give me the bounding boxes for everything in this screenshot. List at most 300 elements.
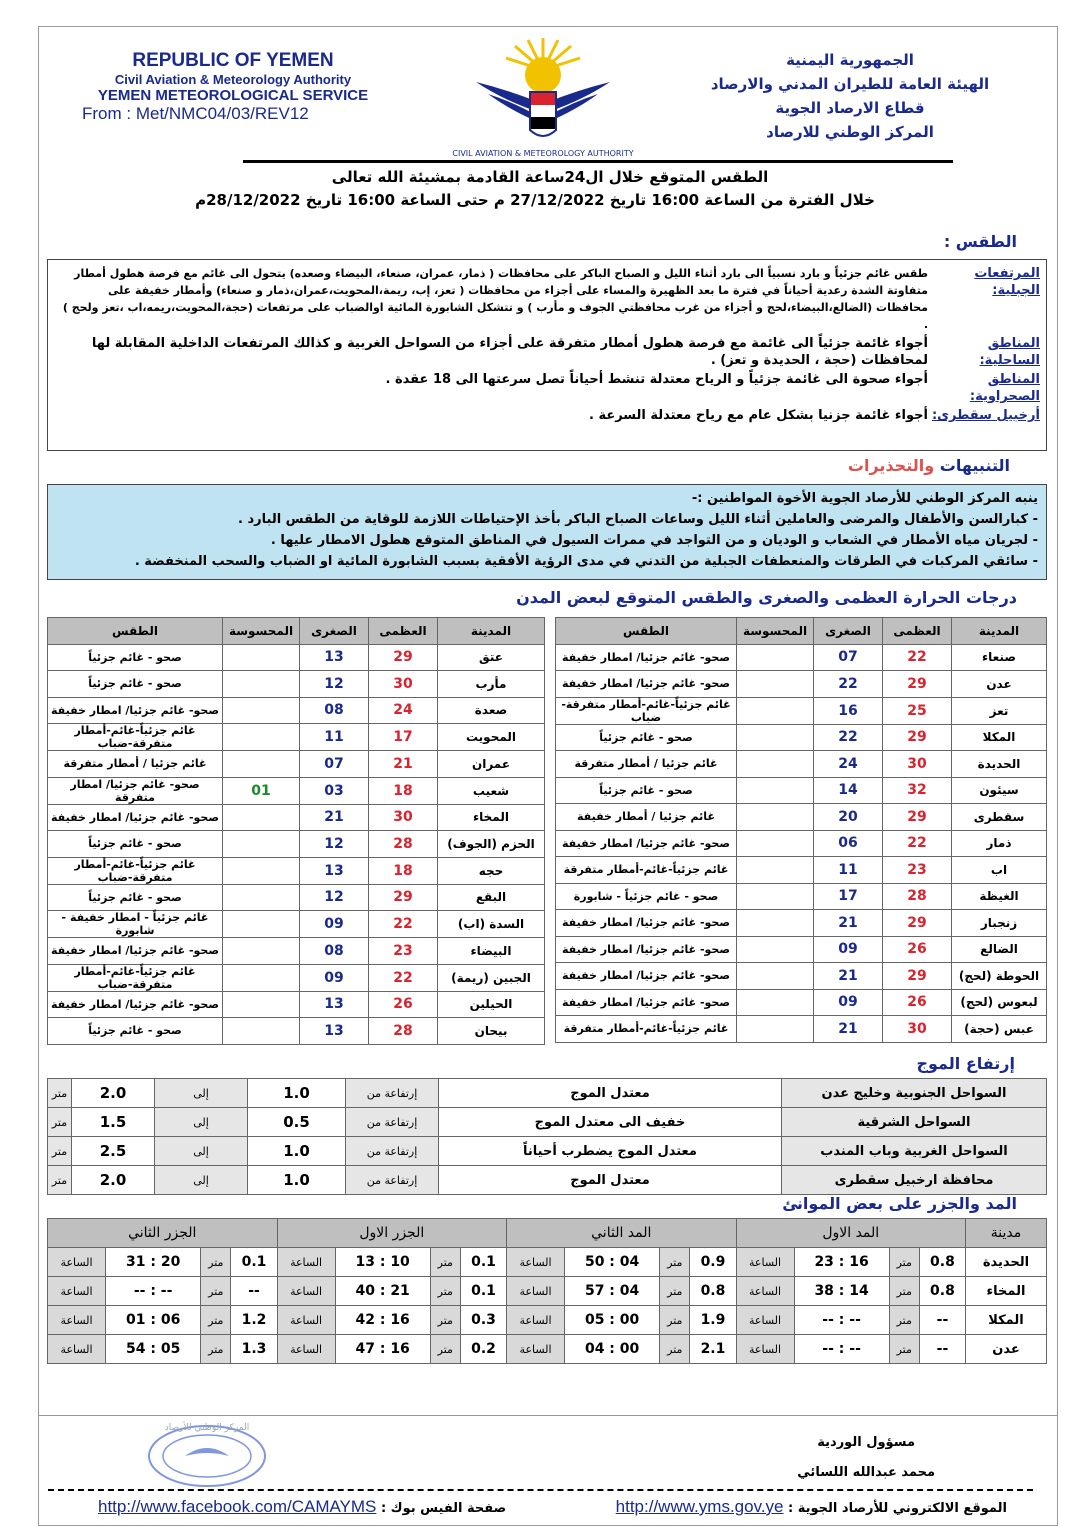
- tide-time: 04 : 50: [565, 1248, 660, 1277]
- tide-unit-m: متر: [430, 1306, 460, 1335]
- feels-like: 01: [223, 777, 300, 804]
- tide-time: 06 : 01: [106, 1306, 201, 1335]
- tide-height: 0.1: [460, 1248, 506, 1277]
- weather-region-label: المرتفعات الجبلية:: [974, 266, 1040, 298]
- min-temp: 08: [300, 697, 369, 724]
- tide-port: المخاء: [966, 1277, 1047, 1306]
- min-temp: 08: [300, 938, 369, 965]
- city-weather: صحو- غائم جزئيا/ امطار خفيفة: [556, 830, 737, 857]
- weather-heading: الطقس :: [943, 232, 1017, 251]
- tide-unit-m: متر: [430, 1335, 460, 1364]
- city-name: سقطرى: [952, 804, 1047, 831]
- tide-unit-h: الساعة: [48, 1306, 106, 1335]
- wave-row: [48, 1108, 1047, 1137]
- weather-region-text: أجواء غائمة جزئياً الى غائمة مع فرصة هطول أمطار متفرقة على أجزاء من السواحل الغربية و كذالك المرتفعات الداخلية المقابلة لها لمحافظات (حجة ، الحديدة و تعز) .: [91, 336, 928, 368]
- facebook-footer: [98, 1497, 506, 1517]
- tide-time: 21 : 40: [335, 1277, 430, 1306]
- city-name: بيحان: [438, 1018, 545, 1045]
- header-arabic: [700, 48, 1000, 144]
- center-name-ar: المركز الوطني للارصاد: [766, 123, 934, 141]
- wave-row: [48, 1137, 1047, 1166]
- city-name: السدة (اب): [438, 911, 545, 938]
- tide-height: 0.9: [690, 1248, 736, 1277]
- tide-height: 0.1: [460, 1277, 506, 1306]
- website-link[interactable]: http://www.yms.gov.ye: [615, 1497, 784, 1516]
- feels-like: [223, 964, 300, 991]
- tide-height: --: [919, 1335, 965, 1364]
- city-weather: صحو- غائم جزئيا/ امطار خفيفة: [556, 671, 737, 698]
- tides-heading: المد والجزر على بعض الموانئ: [782, 1194, 1017, 1213]
- wave-state: معتدل الموج يضطرب أحياناً: [439, 1137, 782, 1166]
- wave-min: 0.5: [248, 1108, 346, 1137]
- max-temp: 18: [369, 857, 438, 884]
- wave-min: 1.0: [248, 1166, 346, 1195]
- tide-unit-h: الساعة: [277, 1248, 335, 1277]
- min-temp: 21: [300, 804, 369, 831]
- tide-row: [48, 1306, 1047, 1335]
- city-weather: غائم جزئيا / أمطار متفرقة: [48, 751, 223, 778]
- city-row: [556, 804, 1047, 831]
- logo-caption: CIVIL AVIATION & METEOROLOGY AUTHORITY: [452, 149, 634, 158]
- max-temp: 29: [883, 963, 952, 990]
- tide-time: 00 : 04: [565, 1335, 660, 1364]
- city-row: [48, 697, 545, 724]
- city-row: [48, 671, 545, 698]
- city-name: الحيلين: [438, 991, 545, 1018]
- city-weather: صحو- غائم جزئيا/ امطار خفيفة: [48, 697, 223, 724]
- city-weather: صحو- غائم جزئيا/ امطار خفيفة: [556, 989, 737, 1016]
- official-stamp-icon: [145, 1420, 270, 1488]
- max-temp: 30: [883, 1016, 952, 1043]
- city-row: [48, 724, 545, 751]
- tide-unit-h: الساعة: [507, 1277, 565, 1306]
- min-temp: 13: [300, 644, 369, 671]
- wave-max: 1.5: [72, 1108, 155, 1137]
- forecast-period: خلال الفترة من الساعة 16:00 تاريخ 27/12/2022 م حتى الساعة 16:00 تاريخ 28/12/2022م: [195, 191, 875, 209]
- city-weather: غائم جزئياً-غائم-أمطار متفرقة-ضباب: [48, 964, 223, 991]
- city-weather: غائم جزئياً-غائم-أمطار متفرقة-ضباب: [556, 697, 737, 724]
- feels-like: [737, 644, 814, 671]
- wave-to-label: إلى: [155, 1166, 248, 1195]
- tide-time: 10 : 13: [335, 1248, 430, 1277]
- tide-unit-h: الساعة: [507, 1306, 565, 1335]
- feels-like: [737, 910, 814, 937]
- tide-time: -- : --: [106, 1277, 201, 1306]
- tide-header-cell: المد الثاني: [507, 1219, 736, 1248]
- authority-logo-icon: [452, 30, 634, 165]
- min-temp: 21: [814, 963, 883, 990]
- wave-state: خفيف الى معتدل الموج: [439, 1108, 782, 1137]
- stamp-text: المركز الوطني للأرصاد: [164, 1423, 250, 1433]
- wave-from-label: إرتفاعة من: [346, 1079, 439, 1108]
- tide-height: 2.1: [690, 1335, 736, 1364]
- tide-unit-h: الساعة: [277, 1277, 335, 1306]
- tide-row: [48, 1277, 1047, 1306]
- city-name: مأرب: [438, 671, 545, 698]
- tide-unit-h: الساعة: [277, 1306, 335, 1335]
- wave-max: 2.0: [72, 1166, 155, 1195]
- city-row: [48, 804, 545, 831]
- tide-time: 14 : 38: [794, 1277, 889, 1306]
- city-weather: غائم جزئياً - امطار خفيفة - شابورة: [48, 911, 223, 938]
- max-temp: 22: [369, 964, 438, 991]
- max-temp: 30: [369, 804, 438, 831]
- wave-from-label: إرتفاعة من: [346, 1166, 439, 1195]
- warning-line: - سائقي المركبات في الطرقات والمنعطفات الجبلية من التدني في مدى الرؤية الأفقية بسبب الشابورة المائية او الضباب والسحب المنخفضة .: [134, 554, 1038, 569]
- city-weather: صحو- غائم جزئيا/ امطار خفيفة: [48, 938, 223, 965]
- max-temp: 28: [883, 883, 952, 910]
- tide-unit-m: متر: [201, 1306, 231, 1335]
- tide-header-cell: المد الاول: [736, 1219, 965, 1248]
- feels-like: [737, 963, 814, 990]
- tide-unit-m: متر: [889, 1306, 919, 1335]
- wave-unit: متر: [48, 1166, 72, 1195]
- city-header-cell: الصغرى: [814, 618, 883, 645]
- city-weather: غائم جزئياً-غائم-أمطار متفرقة: [556, 857, 737, 884]
- city-weather: صحو - غائم جزئياً - شابورة: [556, 883, 737, 910]
- tide-height: 1.2: [231, 1306, 277, 1335]
- tide-unit-m: متر: [201, 1248, 231, 1277]
- city-header-cell: العظمى: [883, 618, 952, 645]
- warnings-heading-a: التنبيهات: [939, 456, 1010, 475]
- city-name: الحديدة: [952, 751, 1047, 778]
- city-weather: صحو - غائم جزئياً: [48, 644, 223, 671]
- weather-row: [56, 371, 1040, 405]
- city-row: [556, 857, 1047, 884]
- max-temp: 30: [883, 751, 952, 778]
- city-row: [556, 697, 1047, 724]
- duty-name: محمد عبدالله اللسائي: [797, 1465, 935, 1480]
- tide-unit-m: متر: [889, 1277, 919, 1306]
- tide-unit-m: متر: [660, 1248, 690, 1277]
- city-row: [48, 991, 545, 1018]
- city-row: [556, 671, 1047, 698]
- city-header-cell: الطقس: [48, 618, 223, 645]
- waves-heading: إرتفاع الموج: [916, 1054, 1015, 1073]
- duty-officer: [797, 1428, 935, 1488]
- tide-unit-m: متر: [660, 1335, 690, 1364]
- authority-name: Civil Aviation & Meteorology Authority: [114, 72, 352, 87]
- city-name: عبس (حجة): [952, 1016, 1047, 1043]
- header-english: [78, 50, 388, 124]
- feels-like: [223, 911, 300, 938]
- website-label: الموقع الالكتروني للأرصاد الجوية :: [788, 1501, 1007, 1516]
- city-header-cell: الصغرى: [300, 618, 369, 645]
- wave-unit: متر: [48, 1137, 72, 1166]
- city-weather: غائم جزئياً-غائم-أمطار متفرقة-ضباب: [48, 724, 223, 751]
- tide-port: عدن: [966, 1335, 1047, 1364]
- max-temp: 32: [883, 777, 952, 804]
- feels-like: [737, 857, 814, 884]
- city-header-cell: المحسوسة: [223, 618, 300, 645]
- duty-title: مسؤول الوردية: [817, 1435, 915, 1450]
- tide-height: --: [231, 1277, 277, 1306]
- min-temp: 12: [300, 884, 369, 911]
- feels-like: [223, 804, 300, 831]
- feels-like: [737, 697, 814, 724]
- city-name: الجبين (ريمة): [438, 964, 545, 991]
- city-row: [48, 831, 545, 858]
- max-temp: 28: [369, 1018, 438, 1045]
- min-temp: 09: [300, 911, 369, 938]
- max-temp: 28: [369, 831, 438, 858]
- min-temp: 14: [814, 777, 883, 804]
- city-name: المحويت: [438, 724, 545, 751]
- min-temp: 13: [300, 857, 369, 884]
- feels-like: [223, 644, 300, 671]
- tide-height: 0.8: [919, 1277, 965, 1306]
- city-weather: صحو- غائم جزئيا/ امطار خفيفة: [48, 804, 223, 831]
- max-temp: 26: [883, 989, 952, 1016]
- tide-header-cell: الجزر الثاني: [48, 1219, 278, 1248]
- feels-like: [737, 751, 814, 778]
- city-weather: صحو- غائم جزئيا/ امطار خفيفة: [556, 910, 737, 937]
- wave-max: 2.5: [72, 1137, 155, 1166]
- tide-unit-m: متر: [889, 1335, 919, 1364]
- city-weather: غائم جزئيا / أمطار خفيفة: [556, 804, 737, 831]
- tide-unit-h: الساعة: [48, 1248, 106, 1277]
- city-name: الحوطة (لحج): [952, 963, 1047, 990]
- city-weather: غائم جزئيا / أمطار متفرقة: [556, 751, 737, 778]
- warnings-heading: [848, 456, 1010, 475]
- weather-region-text: طقس غائم جزئياً و بارد نسبياً الى بارد أثناء الليل و الصباح الباكر على محافظات ( ذمار، عمران، صنعاء، البيضاء وصعده) يتحول الى غائم مع فرصة هطول أمطار متفاوتة الشدة رعدية أحياناً في فترة ما بعد الظهيرة والمساء على أجزاء من محافظات ( تعز، إب، ريمة،المحويت،عمران،ذمار و صنعاء) وأمطار خفيفة على محافظات (الضالع،البيضاء،لحج و أجزاء من غرب محافظتي الجوف و مأرب ) و تتشكل الشابورة المائية اوالضباب على مرتفعات (حجة،المحويت،ريمه،اب ،تعز ولحج ) .: [62, 267, 928, 331]
- min-temp: 16: [814, 697, 883, 724]
- min-temp: 20: [814, 804, 883, 831]
- tide-row: [48, 1248, 1047, 1277]
- city-header-cell: الطقس: [556, 618, 737, 645]
- city-weather: صحو- غائم جزئيا/ امطار خفيفة: [48, 991, 223, 1018]
- city-weather: صحو - غائم جزئياً: [48, 884, 223, 911]
- wave-unit: متر: [48, 1079, 72, 1108]
- city-weather: غائم جزئياً-غائم-أمطار متفرقة: [556, 1016, 737, 1043]
- city-row: [48, 857, 545, 884]
- tide-unit-m: متر: [660, 1277, 690, 1306]
- max-temp: 29: [883, 724, 952, 751]
- min-temp: 07: [814, 644, 883, 671]
- city-weather: صحو - غائم جزئياً: [48, 671, 223, 698]
- wave-region: محافظة ارخبيل سقطرى: [782, 1166, 1047, 1195]
- city-weather: صحو- غائم جزئيا/ امطار خفيفة: [556, 963, 737, 990]
- max-temp: 29: [883, 804, 952, 831]
- city-row: [48, 1018, 545, 1045]
- city-row: [556, 751, 1047, 778]
- tide-header-row: [48, 1219, 1047, 1248]
- feels-like: [223, 751, 300, 778]
- max-temp: 29: [369, 644, 438, 671]
- max-temp: 22: [369, 911, 438, 938]
- tide-time: 16 : 42: [335, 1306, 430, 1335]
- tide-unit-h: الساعة: [48, 1277, 106, 1306]
- weather-region-text: أجواء صحوة الى غائمة جزئياً و الرياح معتدلة تنشط أحياناً تصل سرعتها الى 18 عقدة .: [385, 372, 928, 387]
- tide-height: 1.3: [231, 1335, 277, 1364]
- feels-like: [223, 697, 300, 724]
- city-row: [556, 1016, 1047, 1043]
- weather-region-text: أجواء غائمة جزنيا بشكل عام مع رياح معتدلة السرعة .: [588, 408, 928, 423]
- min-temp: 11: [814, 857, 883, 884]
- wave-from-label: إرتفاعة من: [346, 1137, 439, 1166]
- tide-unit-h: الساعة: [507, 1335, 565, 1364]
- city-name: ذمار: [952, 830, 1047, 857]
- footer-dashed-line: [48, 1489, 1033, 1491]
- tide-unit-h: الساعة: [736, 1306, 794, 1335]
- tide-header-cell: الجزر الاول: [277, 1219, 506, 1248]
- min-temp: 12: [300, 831, 369, 858]
- wave-row: [48, 1079, 1047, 1108]
- city-weather: صحو - غائم جزئياً: [556, 724, 737, 751]
- city-row: [556, 830, 1047, 857]
- feels-like: [223, 938, 300, 965]
- feels-like: [223, 1018, 300, 1045]
- max-temp: 29: [883, 910, 952, 937]
- tide-port: الحديدة: [966, 1248, 1047, 1277]
- tide-unit-h: الساعة: [736, 1335, 794, 1364]
- feels-like: [737, 883, 814, 910]
- min-temp: 11: [300, 724, 369, 751]
- city-weather: صحو - غائم جزئياً: [48, 831, 223, 858]
- max-temp: 18: [369, 777, 438, 804]
- tide-unit-h: الساعة: [48, 1335, 106, 1364]
- city-row: [48, 777, 545, 804]
- city-row: [556, 936, 1047, 963]
- feels-like: [223, 671, 300, 698]
- tide-unit-m: متر: [430, 1277, 460, 1306]
- warning-line: - لجريان مياه الأمطار في الشعاب و الوديان و من التواجد في ممرات السيول في المناطق المتوقع هطول الامطار عليها .: [270, 533, 1038, 548]
- tide-unit-m: متر: [660, 1306, 690, 1335]
- max-temp: 21: [369, 751, 438, 778]
- tide-unit-h: الساعة: [507, 1248, 565, 1277]
- city-row: [556, 989, 1047, 1016]
- feels-like: [737, 804, 814, 831]
- tide-unit-m: متر: [430, 1248, 460, 1277]
- min-temp: 21: [814, 910, 883, 937]
- wave-from-label: إرتفاعة من: [346, 1108, 439, 1137]
- city-name: صنعاء: [952, 644, 1047, 671]
- min-temp: 22: [814, 671, 883, 698]
- city-weather: صحو- غائم جزئيا/ امطار متفرقة: [48, 777, 223, 804]
- country-name: REPUBLIC OF YEMEN: [132, 50, 334, 71]
- city-name: زنجبار: [952, 910, 1047, 937]
- min-temp: 13: [300, 1018, 369, 1045]
- city-name: الغيظة: [952, 883, 1047, 910]
- min-temp: 06: [814, 830, 883, 857]
- feels-like: [737, 724, 814, 751]
- city-header-row: [556, 618, 1047, 645]
- tide-time: 16 : 47: [335, 1335, 430, 1364]
- min-temp: 07: [300, 751, 369, 778]
- max-temp: 25: [883, 697, 952, 724]
- forecast-title: الطقس المتوقع خلال ال24ساعة القادمة بمشيئة الله تعالى: [331, 168, 769, 186]
- tide-unit-h: الساعة: [277, 1335, 335, 1364]
- city-name: الحزم (الجوف): [438, 831, 545, 858]
- city-weather: صحو - غائم جزئياً: [48, 1018, 223, 1045]
- tides-table: [47, 1218, 1047, 1364]
- city-name: حجه: [438, 857, 545, 884]
- cities-table-left: [47, 617, 545, 1045]
- min-temp: 24: [814, 751, 883, 778]
- max-temp: 23: [369, 938, 438, 965]
- feels-like: [737, 671, 814, 698]
- tide-unit-h: الساعة: [736, 1277, 794, 1306]
- city-name: صعدة: [438, 697, 545, 724]
- city-weather: صحو - غائم جزئياً: [556, 777, 737, 804]
- warning-line: ينبه المركز الوطني للأرصاد الجوية الأخوة المواطنين :-: [691, 491, 1038, 506]
- tide-time: -- : --: [794, 1306, 889, 1335]
- city-name: البيضاء: [438, 938, 545, 965]
- max-temp: 26: [883, 936, 952, 963]
- city-row: [556, 883, 1047, 910]
- min-temp: 09: [814, 989, 883, 1016]
- city-row: [48, 911, 545, 938]
- sector-name-ar: قطاع الارصاد الجوية: [775, 99, 925, 117]
- city-header-cell: المدينة: [952, 618, 1047, 645]
- city-header-cell: العظمى: [369, 618, 438, 645]
- country-name-ar: الجمهورية اليمنية: [786, 51, 914, 69]
- tide-port: المكلا: [966, 1306, 1047, 1335]
- tide-height: 0.2: [460, 1335, 506, 1364]
- tide-time: 16 : 23: [794, 1248, 889, 1277]
- wave-state: معتدل الموج: [439, 1166, 782, 1195]
- wave-to-label: إلى: [155, 1137, 248, 1166]
- city-name: البقع: [438, 884, 545, 911]
- city-name: اب: [952, 857, 1047, 884]
- city-row: [48, 938, 545, 965]
- waves-table: [47, 1078, 1047, 1195]
- city-header-cell: المدينة: [438, 618, 545, 645]
- tide-height: 0.8: [690, 1277, 736, 1306]
- city-row: [556, 910, 1047, 937]
- warnings-heading-b: والتحذيرات: [847, 456, 935, 475]
- max-temp: 24: [369, 697, 438, 724]
- header-divider: [243, 160, 953, 163]
- wave-to-label: إلى: [155, 1108, 248, 1137]
- cities-heading: درجات الحرارة العظمى والصغرى والطقس المتوقع لبعض المدن: [516, 588, 1017, 607]
- authority-name-ar: الهيئة العامة للطيران المدني والارصاد: [710, 75, 990, 93]
- city-header-cell: المحسوسة: [737, 618, 814, 645]
- weather-row: [56, 407, 1040, 424]
- facebook-link[interactable]: http://www.facebook.com/CAMAYMS: [98, 1497, 377, 1516]
- tide-unit-m: متر: [889, 1248, 919, 1277]
- feels-like: [223, 724, 300, 751]
- city-name: تعز: [952, 697, 1047, 724]
- wave-region: السواحل الشرقية: [782, 1108, 1047, 1137]
- feels-like: [737, 830, 814, 857]
- tide-time: 05 : 54: [106, 1335, 201, 1364]
- city-row: [48, 644, 545, 671]
- feels-like: [223, 991, 300, 1018]
- city-name: المخاء: [438, 804, 545, 831]
- city-name: سيئون: [952, 777, 1047, 804]
- feels-like: [737, 936, 814, 963]
- max-temp: 17: [369, 724, 438, 751]
- weather-box: [47, 259, 1047, 451]
- warnings-box: [47, 484, 1047, 580]
- max-temp: 23: [883, 857, 952, 884]
- max-temp: 22: [883, 830, 952, 857]
- min-temp: 13: [300, 991, 369, 1018]
- city-name: عتق: [438, 644, 545, 671]
- city-name: لبعوس (لحج): [952, 989, 1047, 1016]
- form-code: From : Met/NMC04/03/REV12: [82, 104, 309, 123]
- city-name: عمران: [438, 751, 545, 778]
- wave-row: [48, 1166, 1047, 1195]
- tide-unit-m: متر: [201, 1277, 231, 1306]
- wave-region: السواحل الغربية وباب المندب: [782, 1137, 1047, 1166]
- tide-height: 0.1: [231, 1248, 277, 1277]
- tide-row: [48, 1335, 1047, 1364]
- feels-like: [223, 857, 300, 884]
- city-name: عدن: [952, 671, 1047, 698]
- city-weather: غائم جزئياً-غائم-أمطار متفرقة-ضباب: [48, 857, 223, 884]
